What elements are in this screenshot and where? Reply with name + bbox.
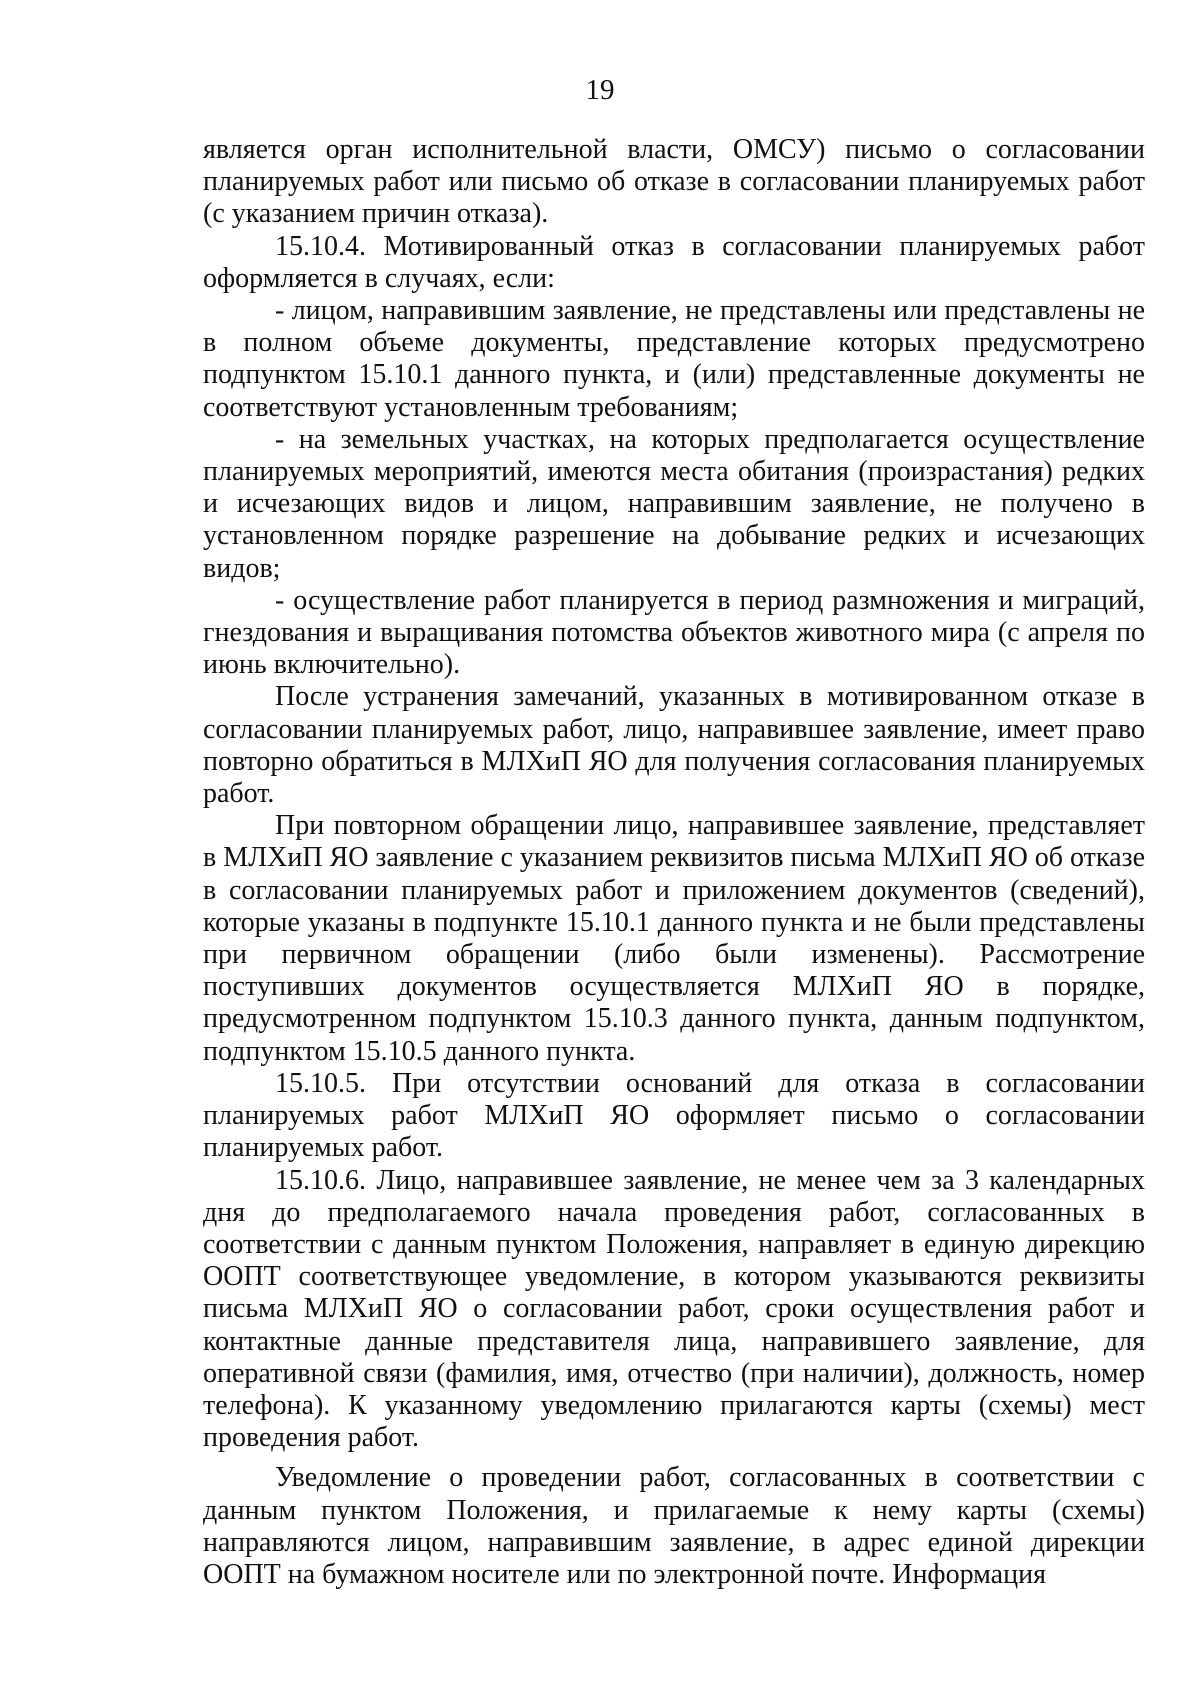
- page-number: 19: [585, 74, 615, 106]
- paragraph-15-10-4: 15.10.4. Мотивированный отказ в согласовании планируемых работ оформляется в случаях, если:: [203, 230, 1145, 294]
- paragraph-15-10-6: 15.10.6. Лицо, направившее заявление, не менее чем за 3 календарных дня до предполагаемого начала проведения работ, согласованных в соответствии с данным пунктом Положения, направляет в единую дирекцию ООПТ соответствующее уведомление, в котором указываются реквизиты письма МЛХиП ЯО о согласовании работ, сроки осуществления работ и контактные данные представителя лица, направившего заявление, для оперативной связи (фамилия, имя, отчество (при наличии), должность, номер телефона). К указанному уведомлению прилагаются карты (схемы) мест проведения работ.: [203, 1164, 1145, 1454]
- list-item-documents: - лицом, направившим заявление, не представлены или представлены не в полном объеме документы, представление которых предусмотрено подпунктом 15.10.1 данного пункта, и (или) представленные документы не соответствуют установленным требованиям;: [203, 295, 1145, 423]
- document-body: [203, 134, 1145, 1591]
- paragraph-after-remarks: После устранения замечаний, указанных в мотивированном отказе в согласовании планируемых работ, лицо, направившее заявление, имеет право повторно обратиться в МЛХиП ЯО для получения согласования планируемых работ.: [203, 681, 1145, 810]
- paragraph-15-10-5: 15.10.5. При отсутствии оснований для отказа в согласовании планируемых работ МЛХиП ЯО оформляет письмо о согласовании планируемых работ.: [203, 1067, 1145, 1164]
- list-item-habitats: - на земельных участках, на которых предполагается осуществление планируемых мероприятий, имеются места обитания (произрастания) редких и исчезающих видов и лицом, направившим заявление, не получено в установленном порядке разрешение на добывание редких и исчезающих видов;: [203, 423, 1145, 584]
- paragraph-notification: Уведомление о проведении работ, согласованных в соответствии с данным пунктом Положения, и прилагаемые к нему карты (схемы) направляются лицом, направившим заявление, в адрес единой дирекции ООПТ на бумажном носителе или по электронной почте. Информация: [203, 1462, 1145, 1590]
- list-item-breeding-period: - осуществление работ планируется в период размножения и миграций, гнездования и выращивания потомства объектов животного мира (с апреля по июнь включительно).: [203, 584, 1145, 681]
- paragraph-repeat-request: При повторном обращении лицо, направившее заявление, представляет в МЛХиП ЯО заявление с указанием реквизитов письма МЛХиП ЯО об отказе в согласовании планируемых работ и приложением документов (сведений), которые указаны в подпункте 15.10.1 данного пункта и не были представлены при первичном обращении (либо были изменены). Рассмотрение поступивших документов осуществляется МЛХиП ЯО в порядке, предусмотренном подпунктом 15.10.3 данного пункта, данным подпунктом, подпунктом 15.10.5 данного пункта.: [203, 810, 1145, 1067]
- paragraph-continuation: является орган исполнительной власти, ОМСУ) письмо о согласовании планируемых работ или письмо об отказе в согласовании планируемых работ (с указанием причин отказа).: [203, 134, 1145, 230]
